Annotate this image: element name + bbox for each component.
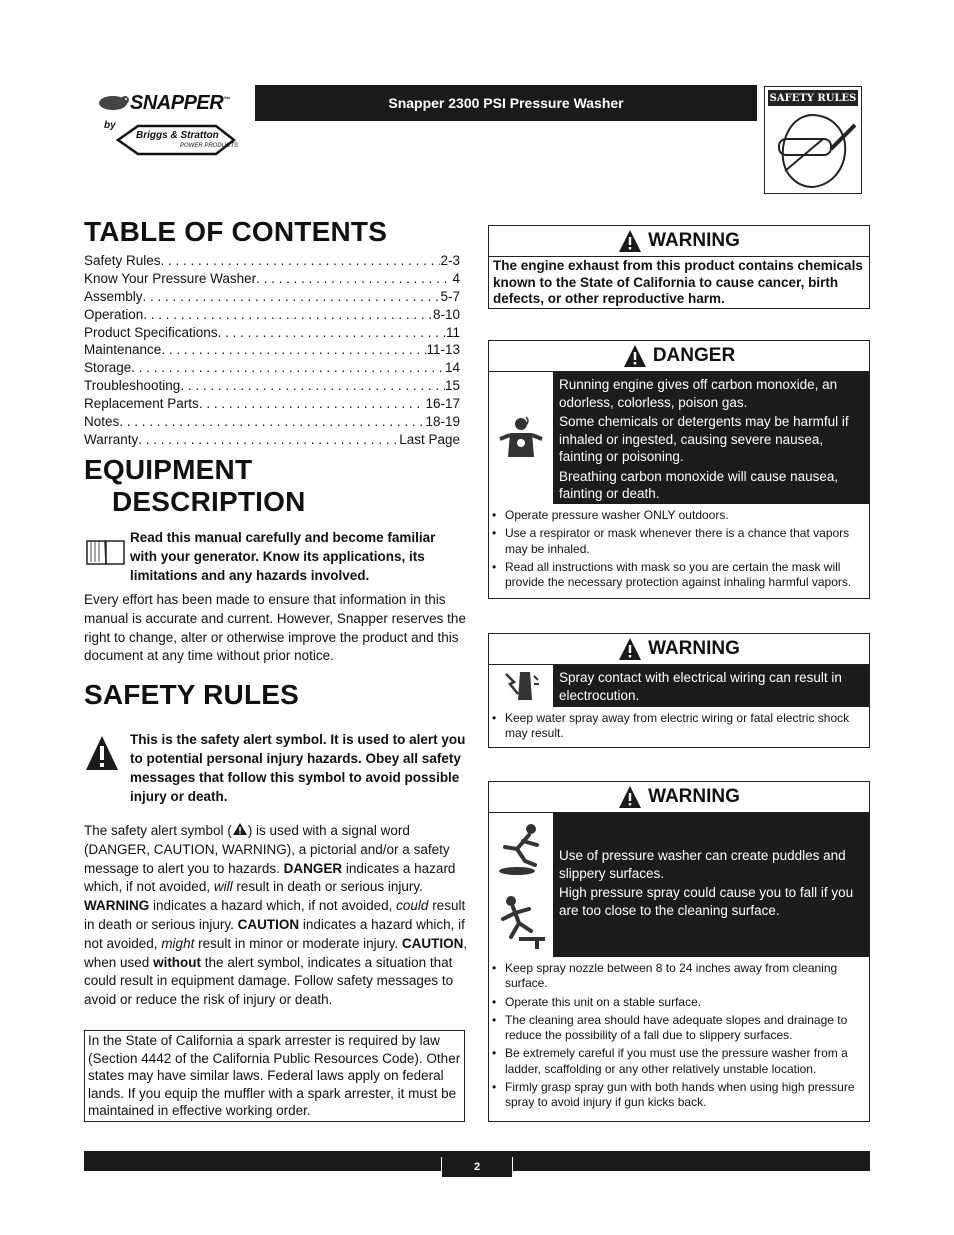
danger-header: DANGER: [489, 341, 869, 372]
electric-shock-hand-icon: [502, 668, 540, 704]
toxic-fumes-person-icon: [496, 413, 546, 463]
electrocution-message-row: [489, 665, 869, 707]
bs-sub-text: POWER PRODUCTS: [180, 143, 239, 149]
slip-fall-messages: [555, 813, 869, 957]
warning-triangle-icon: [618, 637, 642, 661]
list-item: • Use a respirator or mask whenever there is a chance that vapors may be inhaled.: [505, 526, 865, 557]
danger-message: Breathing carbon monoxide will cause nausea, fainting or death.: [559, 468, 839, 501]
toc-item[interactable]: Safety Rules . . . 2-3: [84, 252, 460, 270]
logo-by: by: [104, 120, 116, 131]
warning-header: WARNING: [489, 226, 869, 257]
toc-item[interactable]: Storage . . . 14: [84, 359, 460, 377]
warning-triangle-icon: [618, 229, 642, 253]
falling-person-icon: [495, 893, 547, 949]
document-title-bar: [255, 85, 757, 121]
open-book-icon: [84, 536, 128, 568]
list-item: • Firmly grasp spray gun with both hands when using high pressure spray to avoid injury if gun kicks back.: [505, 1080, 865, 1111]
slip-fall-message: Use of pressure washer can create puddles and slippery surfaces.: [559, 848, 846, 881]
danger-triangle-icon: [623, 344, 647, 368]
signal-word-paragraph: The safety alert symbol ( ) is used with a signal word (DANGER, CAUTION, WARNING), a pictorial and/or a safety message to alert you to hazards. DANGER indicates a hazard which, if not avoided, will result in death or serious injury. WARNING indicates a hazard which, if not avoided, could result in death or serious injury. CAUTION indicates a hazard which, if not avoided, might result in minor or moderate injury. CAUTION, when used without the alert symbol, indicates a situation that could result in equipment damage. Follow safety messages to avoid or reduce the risk of injury or death.: [84, 823, 468, 1008]
electrocution-bullets: [489, 707, 869, 749]
list-item: • The cleaning area should have adequate slopes and drainage to reduce the possibility of a fall due to slippery surfaces.: [505, 1013, 865, 1044]
danger-message-row: [489, 372, 869, 504]
electrocution-messages: [555, 665, 869, 707]
toc-title: TABLE OF CONTENTS: [84, 216, 388, 247]
danger-bullets: [489, 504, 869, 597]
safety-alert-icon: [84, 734, 120, 772]
danger-icon-cell: [489, 372, 555, 504]
list-item: • Be extremely careful if you must use the pressure washer from a ladder, scaffolding or any other relatively unstable location.: [505, 1046, 865, 1077]
safety-rules-badge: [764, 86, 862, 194]
list-item: • Read all instructions with mask so you are certain the mask will provide the necessary protection against inhaling harmful vapors.: [505, 560, 865, 591]
turtle-logo-icon: [96, 92, 130, 112]
briggs-stratton-logo: [116, 122, 239, 158]
alert-symbol-note: This is the safety alert symbol. It is used to alert you to potential personal injury hazards. Obey all safety messages that follow this symbol to avoid possible injury or death.: [130, 732, 466, 804]
toc-item[interactable]: Replacement Parts . . . 16-17: [84, 395, 460, 413]
warning-box-slip-fall: [488, 781, 870, 1122]
danger-messages: [555, 372, 869, 504]
toc-item[interactable]: Warranty . . . Last Page: [84, 431, 460, 449]
toc-item[interactable]: Operation . . . 8-10: [84, 306, 460, 324]
page-number: 2: [441, 1157, 513, 1177]
brand-trademark: ™: [223, 96, 230, 104]
table-of-contents: [84, 252, 460, 449]
exhaust-warning-text: The engine exhaust from this product contains chemicals known to the State of California to cause cancer, birth defects, or other reproductive harm.: [493, 258, 863, 306]
warning-header: WARNING: [489, 634, 869, 665]
danger-message: Running engine gives off carbon monoxide, an odorless, colorless, poison gas.: [559, 377, 838, 410]
manual-note: Read this manual carefully and become familiar with your generator. Know its applications, its limitations and any hazards involved.: [130, 530, 436, 583]
warning-box-exhaust: [488, 225, 870, 309]
slip-fall-bullets: [489, 957, 869, 1118]
list-item: • Operate pressure washer ONLY outdoors.: [505, 508, 865, 523]
equipment-title: EQUIPMENT DESCRIPTION: [84, 454, 306, 517]
slip-fall-message-row: [489, 813, 869, 957]
danger-message: Some chemicals or detergents may be harmful if inhaled or ingested, causing severe nausea, fainting or poisoning.: [559, 414, 849, 464]
warning-header: WARNING: [489, 782, 869, 813]
document-title: Snapper 2300 PSI Pressure Washer: [388, 95, 624, 111]
list-item: • Keep water spray away from electric wiring or fatal electric shock may result.: [505, 711, 865, 742]
goggles-person-icon: [771, 109, 857, 191]
list-item: • Keep spray nozzle between 8 to 24 inches away from cleaning surface.: [505, 961, 865, 992]
toc-item[interactable]: Maintenance . . . 11-13: [84, 341, 460, 359]
toc-item[interactable]: Product Specifications . . . 11: [84, 324, 460, 342]
warning-box-electrocution: [488, 633, 870, 748]
safety-rules-label: SAFETY RULES: [768, 90, 858, 106]
toc-item[interactable]: Assembly . . . 5-7: [84, 288, 460, 306]
toc-item[interactable]: Know Your Pressure Washer . . . 4: [84, 270, 460, 288]
bs-brand-text: Briggs & Stratton: [136, 130, 219, 141]
safety-rules-title: SAFETY RULES: [84, 679, 300, 710]
slipping-person-icon: [495, 821, 547, 877]
toc-item[interactable]: Notes . . . 18-19: [84, 413, 460, 431]
slip-fall-icon-cell: [489, 813, 555, 957]
list-item: • Operate this unit on a stable surface.: [505, 995, 865, 1010]
electrocution-icon-cell: [489, 665, 555, 707]
electrocution-message: Spray contact with electrical wiring can result in electrocution.: [559, 670, 842, 703]
inline-alert-icon: [232, 822, 248, 836]
equipment-body: Every effort has been made to ensure that information in this manual is accurate and current. However, Snapper reserves the right to change, alter or otherwise improve the product and this document at any time without prior notice.: [84, 592, 466, 664]
toc-item[interactable]: Troubleshooting . . . 15: [84, 377, 460, 395]
warning-triangle-icon: [618, 785, 642, 809]
spark-arrester-notice: In the State of California a spark arrester is required by law (Section 4442 of the California Public Resources Code). Other states may have similar laws. Federal laws apply on federal lands. If you equip the muffler with a spark arrester, it must be maintained in effective working order.: [84, 1030, 465, 1122]
danger-box-carbon-monoxide: [488, 340, 870, 599]
brand-name: SNAPPER: [130, 92, 224, 114]
slip-fall-message: High pressure spray could cause you to fall if you are too close to the cleaning surface.: [559, 885, 854, 918]
snapper-logo: [96, 92, 246, 116]
